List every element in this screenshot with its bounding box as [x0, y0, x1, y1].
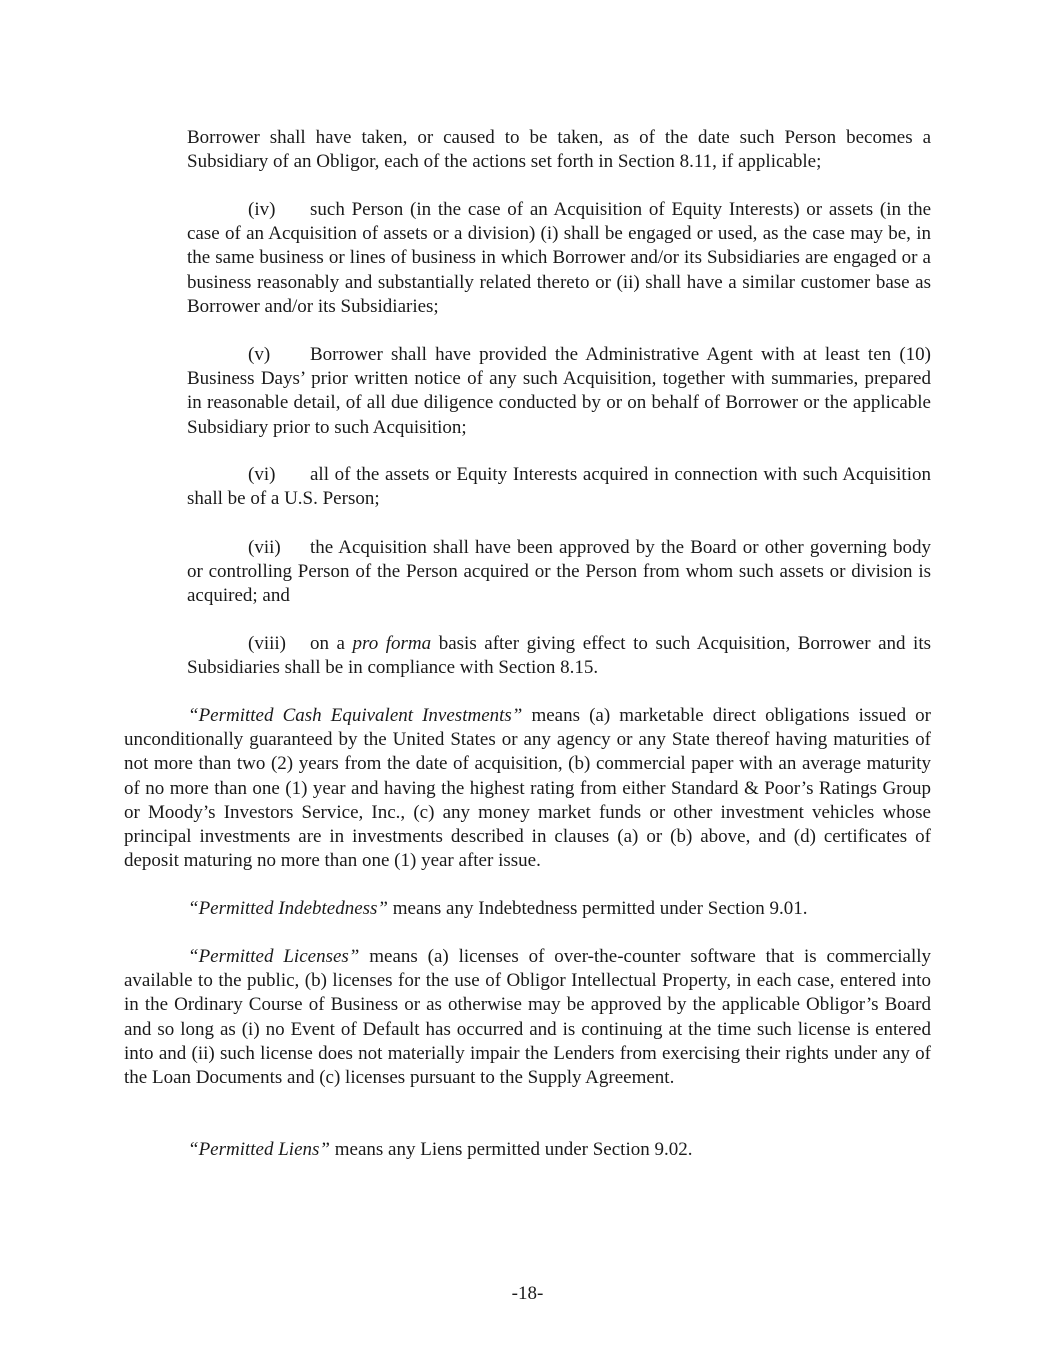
definition-text: means any Indebtedness permitted under Section 9.01. — [392, 898, 808, 919]
clause-number: (vi) — [248, 464, 276, 485]
paragraph-continuation — [187, 126, 931, 174]
clause-number: (iv) — [248, 199, 276, 220]
definition-text: means (a) licenses of over-the-counter software that is commercially available to the public, (b) licenses for the use of Obligor Intellectual Property, in each case, entered into in the Ordinary Course of Business or as otherwise may be approved by the applicable Obligor’s Board and so long as (i) no Event of Default has occurred and is continuing at the time such license is entered into and (ii) such license does not materially impair the Lenders from exercising their rights under any of the Loan Documents and (c) licenses pursuant to the Supply Agreement. — [124, 946, 931, 1089]
clause-vii — [187, 536, 931, 609]
definition-indebtedness — [124, 897, 931, 921]
definition-term: “Permitted Cash Equivalent Investments” — [188, 705, 523, 726]
definition-licenses — [124, 945, 931, 1090]
clause-v — [187, 343, 931, 440]
clause-number: (vii) — [248, 537, 281, 558]
clause-text: all of the assets or Equity Interests acquired in connection with such Acquisition shall be of a U.S. Person; — [187, 464, 931, 510]
definition-liens — [124, 1138, 931, 1162]
clause-italic-term: pro forma — [352, 633, 432, 654]
clause-text: Borrower shall have provided the Administrative Agent with at least ten (10) Business Days’ prior written notice of any such Acquisition, together with summaries, prepared in reasonable detail, of all due diligence conducted by or on behalf of Borrower or the applicable Subsidiary prior to such Acquisition; — [187, 344, 931, 438]
definition-text: means any Liens permitted under Section 9.02. — [334, 1139, 693, 1160]
clause-number: (viii) — [248, 633, 286, 654]
clause-text: such Person (in the case of an Acquisition of Equity Interests) or assets (in the case of an Acquisition of assets or a division) (i) shall be engaged or used, as the case may be, in the same business or lines of business in which Borrower and/or its Subsidiaries are engaged or a business reasonably and substantially related thereto or (ii) shall have a similar customer base as Borrower and/or its Subsidiaries; — [187, 199, 931, 317]
clause-number: (v) — [248, 344, 271, 365]
clause-text-after: basis after giving effect to such Acquisition, Borrower and its Subsidiaries shall be in compliance with Section 8.15. — [187, 633, 932, 679]
page-number: -18- — [511, 1283, 544, 1304]
definition-term: “Permitted Licenses” — [188, 946, 360, 967]
definition-term: “Permitted Liens” — [188, 1139, 330, 1160]
definition-cash-equivalent — [124, 704, 931, 873]
definition-term: “Permitted Indebtedness” — [188, 898, 389, 919]
clause-text: the Acquisition shall have been approved by the Board or other governing body or controlling Person of the Person acquired or the Person from whom such assets or division is acquired; and — [187, 537, 931, 607]
clause-viii — [187, 632, 931, 680]
clause-vi — [187, 463, 931, 511]
definition-text: means (a) marketable direct obligations issued or unconditionally guaranteed by the United States or any agency or any State thereof having maturities of not more than two (2) years from the date of acquisition, (b) commercial paper with an average maturity of no more than one (1) year and having the highest rating from either Standard & Poor’s Ratings Group or Moody’s Investors Service, Inc., (c) any money market funds or other investment vehicles whose principal investments are in investments described in clauses (a) or (b) above, and (d) certificates of deposit maturing no more than one (1) year after issue. — [124, 705, 931, 872]
clause-text-before: on a — [310, 633, 345, 654]
clause-iv — [187, 198, 931, 319]
paragraph-text: Borrower shall have taken, or caused to be taken, as of the date such Person becomes a Subsidiary of an Obligor, each of the actions set forth in Section 8.11, if applicable; — [187, 127, 931, 173]
